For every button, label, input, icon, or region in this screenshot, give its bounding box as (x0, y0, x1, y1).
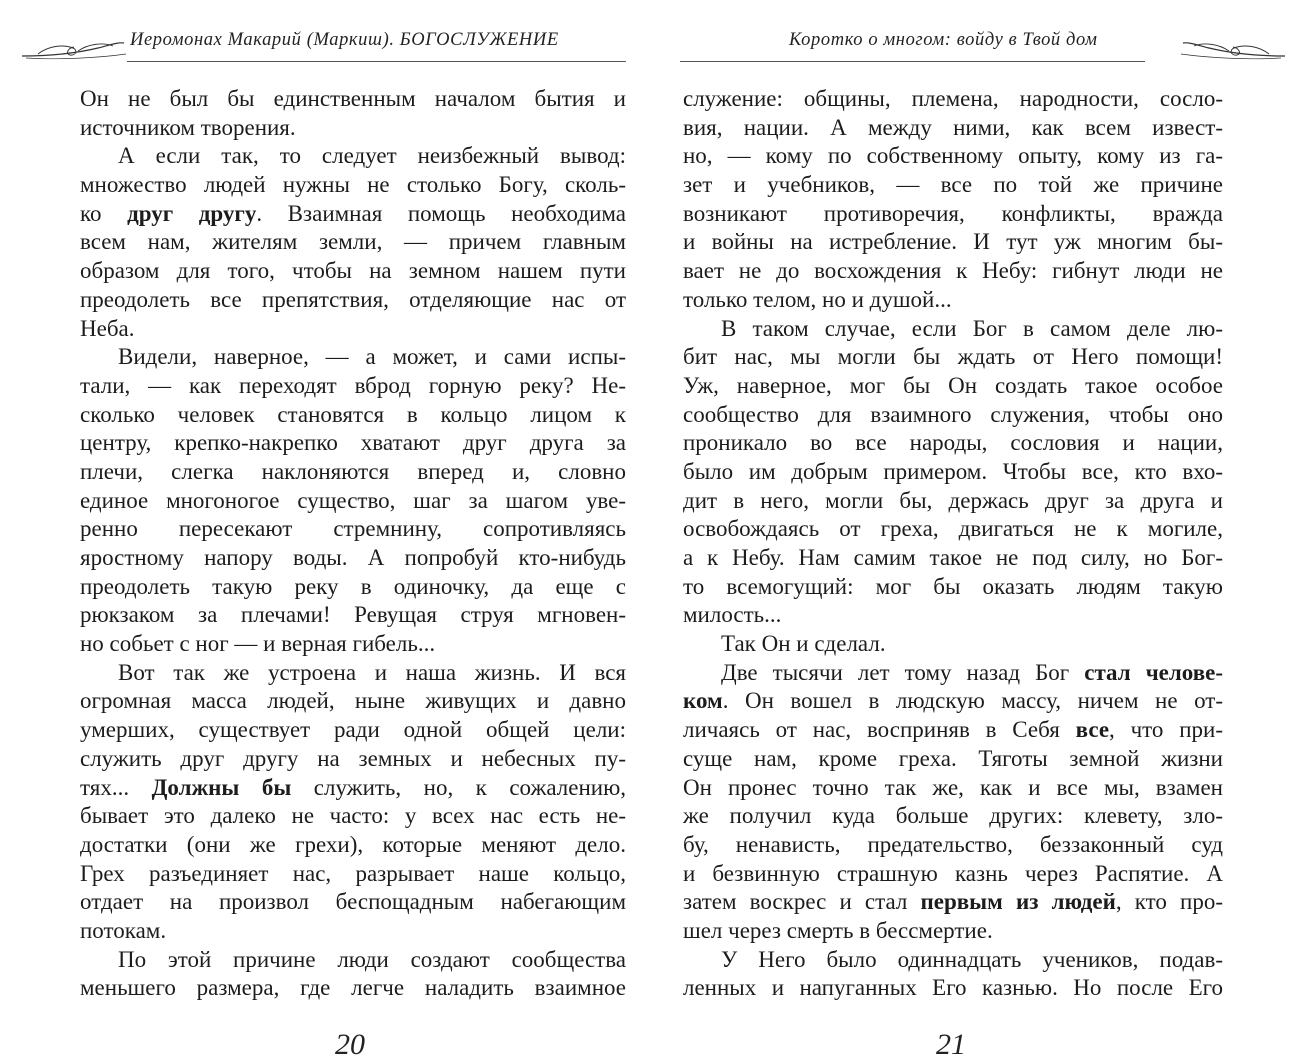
page-number: 21 (936, 1028, 966, 1061)
text-run: а к Небу. Нам самим такое не под силу, но Бог- (683, 545, 1223, 570)
text-line (80, 401, 626, 430)
text-line (683, 831, 1223, 860)
text-line (80, 458, 626, 487)
text-line (80, 515, 626, 544)
text-line (683, 85, 1223, 114)
text-line (80, 917, 626, 946)
text-run: тали, — как переходят вброд горную реку? Не- (80, 372, 626, 398)
text-run: В таком случае, если Бог в самом деле лю- (721, 315, 1223, 341)
text-line (80, 946, 626, 975)
text-line (80, 888, 626, 917)
text-line (683, 917, 1223, 946)
text-line (80, 802, 626, 831)
bold-phrase: первым из людей (920, 889, 1116, 915)
text-run: меньшего размера, где легче наладить взаимное (80, 975, 626, 1001)
text-line (80, 343, 626, 372)
text-run: . Он вошел в людскую массу, ничем не от- (722, 688, 1223, 714)
text-line (80, 860, 626, 889)
text-run: отдает на произвол беспощадным набегающим (80, 889, 626, 915)
text-run: вия, нации. А между ними, как всем извест- (683, 114, 1223, 140)
text-run: ренно пересекают стремнину, сопротивляясь (80, 516, 626, 542)
text-line (683, 372, 1223, 401)
text-run: центру, крепко-накрепко хватают друг друга за (80, 430, 626, 456)
bold-phrase: все (1075, 717, 1110, 743)
text-line (80, 774, 626, 803)
text-run: рюкзаком за плечами! Ревущая струя мгновен- (80, 602, 626, 628)
text-run: Вот так же устроена и наша жизнь. И вся (118, 659, 626, 685)
swash-ornament-icon (1179, 34, 1289, 64)
text-run: служить, но, к сожалению, (291, 774, 626, 800)
text-line (683, 343, 1223, 372)
text-line (683, 573, 1223, 602)
text-line (683, 429, 1223, 458)
text-line (80, 228, 626, 257)
running-head: Иеромонах Макарий (Маркиш). БОГОСЛУЖЕНИЕ (130, 30, 559, 50)
text-run: Видели, наверное, — а может, и сами испы- (118, 344, 626, 370)
text-run: тях... (80, 774, 152, 800)
text-run: , что при- (1109, 717, 1223, 743)
text-run: Уж, наверное, мог бы Он создать такое особое (683, 372, 1223, 398)
text-run: ленных и напуганных Его казнью. Но после Его (683, 975, 1223, 1001)
text-line (683, 745, 1223, 774)
text-line (80, 372, 626, 401)
text-line (80, 286, 626, 315)
text-run: яростному напору воды. А попробуй кто-нибудь (80, 545, 626, 570)
text-line (683, 286, 1223, 315)
text-line (683, 774, 1223, 803)
text-line (683, 974, 1223, 1003)
text-run: У Него было одиннадцать учеников, подав- (721, 946, 1223, 972)
text-line (80, 573, 626, 602)
text-line (683, 802, 1223, 831)
text-run: служить друг другу на земных и небесных пу- (80, 745, 626, 771)
head-rule (127, 61, 626, 62)
text-run: суще нам, кроме греха. Тяготы земной жизни (683, 745, 1223, 771)
text-run: возникают противоречия, конфликты, вражда (683, 200, 1223, 226)
text-run: плечи, слегка наклоняются вперед и, словно (80, 458, 626, 484)
text-run: и безвинную страшную казнь через Распятие. А (683, 860, 1223, 886)
text-run: Грех разъединяет нас, разрывает наше кольцо, (80, 860, 626, 886)
text-line (80, 487, 626, 516)
text-run: бывает это далеко не часто: у всех нас есть не- (80, 803, 626, 829)
text-run: , кто про- (1115, 889, 1223, 915)
text-line (80, 601, 626, 630)
text-run: дит в него, могли бы, держась друг за друга и (683, 487, 1223, 513)
text-run: преодолеть такую реку в одиночку, да еще с (80, 573, 626, 599)
text-line (80, 716, 626, 745)
text-run: бу, ненависть, предательство, беззаконный суд (683, 831, 1223, 857)
text-run: Две тысячи лет тому назад Бог (721, 659, 1085, 685)
text-line (683, 544, 1223, 573)
text-run: шел через смерть в бессмертие. (683, 917, 993, 943)
text-line (683, 687, 1223, 716)
text-run: образом для того, чтобы на земном нашем пути (80, 258, 626, 284)
body-text (80, 85, 626, 1003)
text-run: проникало во все народы, сословия и нации, (683, 430, 1223, 456)
text-run: было им добрым примером. Чтобы все, кто вхо- (683, 458, 1223, 484)
text-line (80, 114, 626, 143)
text-line (683, 171, 1223, 200)
text-run: Так Он и сделал. (721, 631, 886, 657)
text-run: А если так, то следует неизбежный вывод: (118, 143, 626, 169)
text-line (80, 200, 626, 229)
left-page (0, 0, 649, 1061)
text-run: Он пронес точно так же, как и все мы, взамен (683, 774, 1223, 800)
text-run: освобождаясь от греха, двигаться не к могиле, (683, 516, 1223, 542)
text-line (683, 200, 1223, 229)
text-line (683, 257, 1223, 286)
text-run: и войны на истребление. И тут уж многим бы- (683, 229, 1223, 255)
text-line (80, 745, 626, 774)
text-run: служение: общины, племена, народности, сосло- (683, 86, 1223, 111)
text-line (683, 515, 1223, 544)
page-number: 20 (335, 1028, 365, 1061)
bold-phrase: Должны бы (151, 774, 292, 800)
text-line (80, 315, 626, 344)
text-run: но, — кому по собственному опыту, кому из га- (683, 143, 1223, 169)
bold-phrase: друг другу (127, 200, 257, 226)
head-rule (680, 61, 1145, 62)
text-line (683, 401, 1223, 430)
text-run: всем нам, жителям земли, — причем главным (80, 229, 626, 255)
right-page (649, 0, 1298, 1061)
text-run: личаясь от нас, восприняв в Себя (683, 717, 1076, 743)
text-run: сколько человек становятся в кольцо лицом к (80, 401, 626, 427)
text-run: преодолеть все препятствия, отделяющие нас от (80, 286, 626, 312)
text-line (80, 974, 626, 1003)
text-run: затем воскрес и стал (683, 889, 921, 915)
text-line (683, 458, 1223, 487)
text-line (683, 716, 1223, 745)
text-line (80, 659, 626, 688)
text-run: умерших, существует ради одной общей цели: (80, 717, 626, 743)
text-line (80, 630, 626, 659)
text-line (683, 142, 1223, 171)
text-line (80, 142, 626, 171)
text-line (80, 429, 626, 458)
text-run: сообщество для взаимного служения, чтобы оно (683, 401, 1223, 427)
text-run: источником творения. (80, 114, 296, 140)
text-line (80, 257, 626, 286)
bold-phrase: стал челове- (1084, 659, 1223, 685)
text-run: Он не был бы единственным началом бытия и (80, 86, 626, 111)
text-run: вает не до восхождения к Небу: гибнут люди не (683, 258, 1223, 284)
text-run: бит нас, мы могли бы ждать от Него помощи! (683, 344, 1223, 370)
text-line (683, 601, 1223, 630)
text-line (80, 831, 626, 860)
text-run: но собьет с ног — и верная гибель... (80, 631, 436, 657)
text-run: милость... (683, 602, 782, 628)
bold-phrase: ком (683, 688, 723, 714)
text-line (683, 659, 1223, 688)
text-run: ко (80, 200, 128, 226)
text-run: потокам. (80, 917, 167, 943)
text-run: только телом, но и душой... (683, 286, 952, 312)
text-line (683, 888, 1223, 917)
text-line (683, 315, 1223, 344)
text-run: По этой причине люди создают сообщества (118, 946, 626, 972)
text-line (683, 114, 1223, 143)
text-run: зет и учебников, — все по той же причине (683, 172, 1223, 198)
text-line (80, 544, 626, 573)
text-line (80, 171, 626, 200)
running-head: Коротко о многом: войду в Твой дом (789, 30, 1098, 50)
text-line (80, 85, 626, 114)
text-line (80, 687, 626, 716)
text-line (683, 630, 1223, 659)
text-run: единое многоногое существо, шаг за шагом уве- (80, 487, 626, 513)
text-run: Неба. (80, 315, 135, 341)
swash-ornament-icon (18, 34, 128, 64)
text-run: достатки (они же грехи), которые меняют дело. (80, 831, 626, 857)
text-run: то всемогущий: мог бы оказать людям такую (683, 573, 1223, 599)
text-run: огромная масса людей, ныне живущих и давно (80, 688, 626, 714)
text-run: . Взаимная помощь необходима (256, 200, 627, 226)
text-run: множество людей нужны не столько Богу, сколь- (80, 172, 626, 198)
text-line (683, 946, 1223, 975)
text-run: же получил куда больше других: клевету, зло- (683, 803, 1223, 829)
text-line (683, 860, 1223, 889)
text-line (683, 228, 1223, 257)
text-line (683, 487, 1223, 516)
body-text (683, 85, 1223, 1003)
